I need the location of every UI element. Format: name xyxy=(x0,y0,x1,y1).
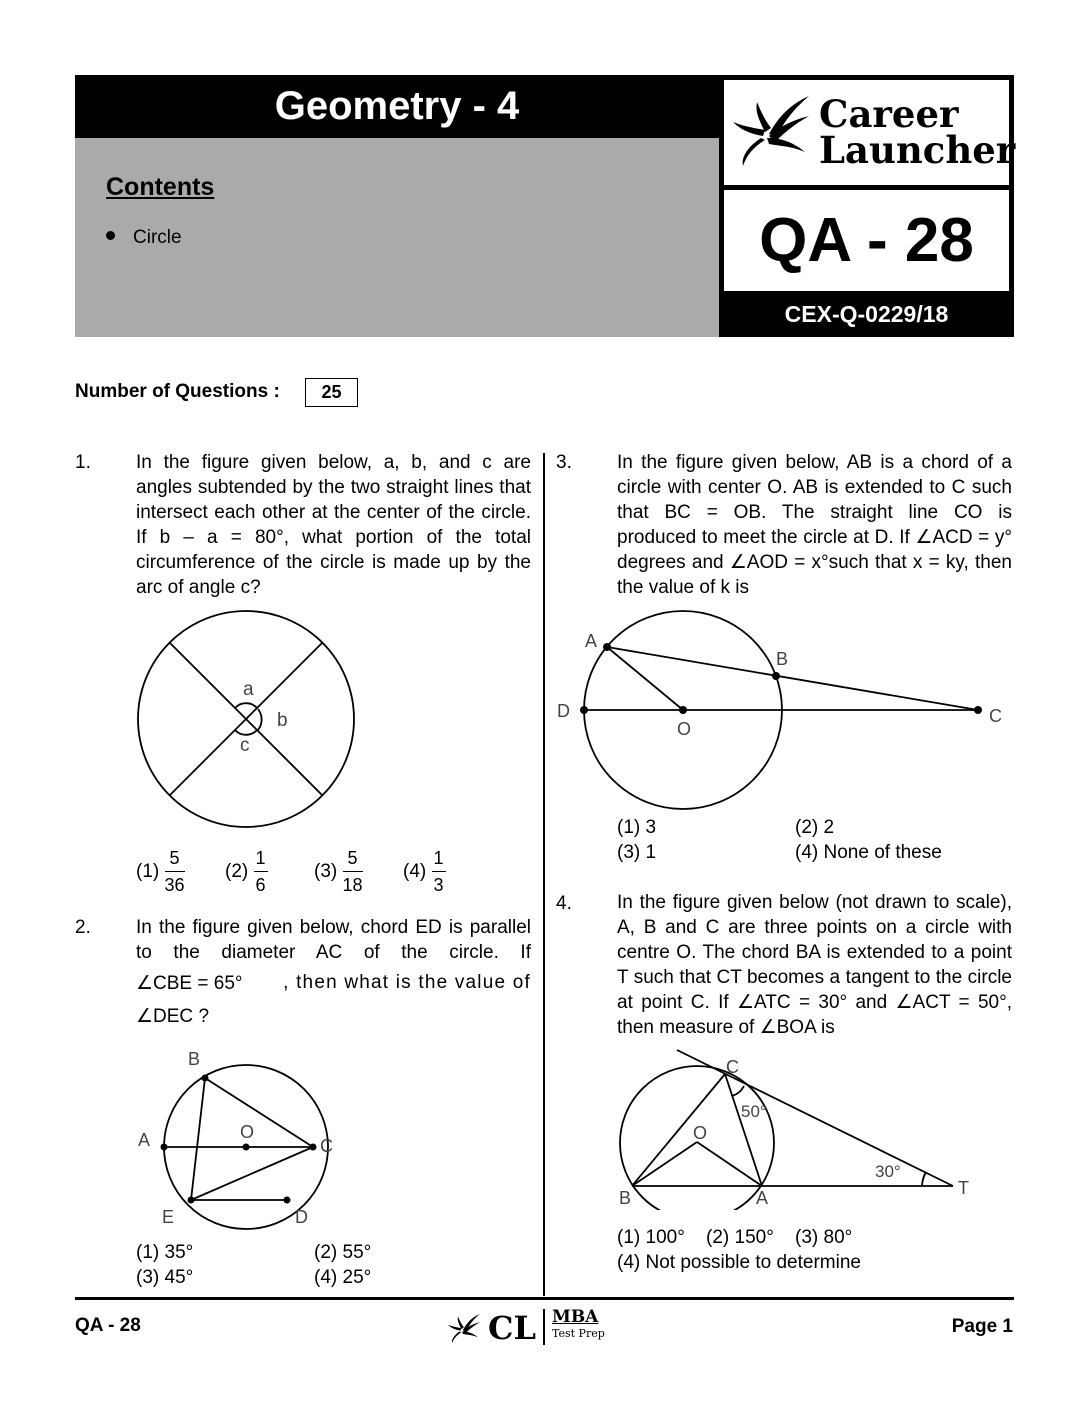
question-4-label-b: B xyxy=(619,1188,632,1208)
question-4-label-a: A xyxy=(756,1188,769,1208)
footer-logo xyxy=(442,1307,612,1349)
option-numerator: 5 xyxy=(165,848,185,872)
option-denominator: 18 xyxy=(342,875,363,895)
question-4-option-1: (1) 100° xyxy=(617,1227,685,1248)
question-3-text: In the figure given below, AB is a chord of a circle with center O. AB is extended to C such that BC = OB. The straight line CO is produced to meet the circle at D. If ∠ACD = y° degrees and ∠AOD = x°such that x = ky, then the value of k is xyxy=(617,452,1012,598)
question-1-option-4 xyxy=(403,848,446,896)
option-denominator: 36 xyxy=(164,875,185,895)
footer-logo-divider xyxy=(543,1309,545,1345)
option-denominator: 6 xyxy=(255,875,266,895)
question-3-option-3: (3) 1 xyxy=(617,842,657,863)
question-4-label-t: T xyxy=(958,1178,969,1198)
question-3-label-a: A xyxy=(585,631,598,651)
question-4-angle-atc: 30° xyxy=(875,1162,901,1181)
option-numerator: 1 xyxy=(254,848,268,872)
option-numerator: 5 xyxy=(343,848,363,872)
question-2-option-3: (3) 45° xyxy=(136,1267,194,1288)
question-3-option-2: (2) 2 xyxy=(795,817,835,838)
option-label: (1) xyxy=(136,861,160,883)
question-1-figure xyxy=(130,605,362,835)
option-label: (4) xyxy=(403,861,427,883)
question-3-label-c: C xyxy=(989,706,1002,726)
question-2-figure xyxy=(130,1045,350,1235)
question-4-figure xyxy=(610,1045,990,1210)
question-2-label-c: C xyxy=(320,1136,333,1156)
question-1-option-2 xyxy=(225,848,268,896)
question-2-label-b: B xyxy=(188,1049,201,1069)
brand-name-line1: Career xyxy=(819,92,959,136)
question-2-label-e: E xyxy=(162,1207,175,1227)
option-denominator: 3 xyxy=(433,875,444,895)
question-2-text-line1: In the figure given below, chord ED is parallel to the diameter AC of the circle. If xyxy=(136,917,531,963)
bullet-icon xyxy=(106,231,115,240)
question-4-angle-acp: 50° xyxy=(741,1102,767,1121)
brand-name-line2: Launcher xyxy=(819,128,1016,172)
footer-logo-mba: MBA xyxy=(552,1307,599,1327)
column-divider xyxy=(543,453,545,1296)
paper-code: QA - 28 xyxy=(724,190,1009,291)
question-2-label-a: A xyxy=(138,1130,151,1150)
question-2-text-tail: , then what is the value of xyxy=(283,972,531,993)
cl-swirl-icon xyxy=(442,1313,484,1345)
footer-page-number: Page 1 xyxy=(951,1316,1013,1337)
career-launcher-swirl-icon xyxy=(729,94,809,170)
question-2-option-1: (1) 35° xyxy=(136,1242,194,1263)
page-title: Geometry - 4 xyxy=(75,75,719,138)
question-2-target-angle: ∠DEC xyxy=(136,1006,194,1027)
questions-count-box: 25 xyxy=(305,378,358,407)
question-4-option-4: (4) Not possible to determine xyxy=(617,1252,861,1273)
questions-count-label: Number of Questions : xyxy=(75,381,280,402)
question-2-label-d: D xyxy=(295,1207,308,1227)
question-4-number: 4. xyxy=(556,893,572,914)
question-1-number: 1. xyxy=(75,452,91,473)
footer-logo-text: CL xyxy=(488,1309,536,1347)
question-4-label-c: C xyxy=(726,1057,739,1077)
question-3-option-4: (4) None of these xyxy=(795,842,942,863)
question-3-number: 3. xyxy=(556,452,572,473)
question-2-option-4: (4) 25° xyxy=(314,1267,372,1288)
question-3-label-o: O xyxy=(677,719,692,739)
question-1-text: In the figure given below, a, b, and c are angles subtended by the two straight lines that intersect each other at the center of the circle. If b – a = 80°, what portion of the total circumference of the circle is made up by the arc of angle c? xyxy=(136,452,531,598)
footer-logo-testprep: Test Prep xyxy=(552,1327,605,1340)
question-3-label-b: B xyxy=(776,649,789,669)
footer-paper-code: QA - 28 xyxy=(75,1315,141,1336)
contents-item xyxy=(106,227,182,249)
contents-item-label: Circle xyxy=(133,227,182,248)
question-1-label-a: a xyxy=(243,679,254,700)
question-1-label-b: b xyxy=(277,710,288,731)
question-3-label-d: D xyxy=(557,701,570,721)
question-2-label-o: O xyxy=(240,1122,255,1142)
question-4-option-2: (2) 150° xyxy=(706,1227,774,1248)
question-2-text-line4 xyxy=(136,1005,209,1028)
question-3-figure xyxy=(550,605,1010,815)
brand-logo xyxy=(724,80,1016,185)
question-2-option-2: (2) 55° xyxy=(314,1242,372,1263)
question-1-option-1 xyxy=(136,848,185,896)
question-4-option-3: (3) 80° xyxy=(795,1227,853,1248)
question-4-text: In the figure given below (not drawn to scale), A, B and C are three points on a circle with centre O. The chord BA is extended to a point T such that CT becomes a tangent to the circle at point C. If ∠ATC = 30° and ∠ACT = 50°, then measure of ∠BOA is xyxy=(617,892,1012,1038)
question-2-angle-expression: ∠CBE = 65° xyxy=(136,973,243,994)
question-2-text-line3 xyxy=(136,972,531,995)
question-2-number: 2. xyxy=(75,917,91,938)
contents-heading: Contents xyxy=(106,173,215,201)
option-label: (3) xyxy=(314,861,338,883)
question-2-question-mark: ? xyxy=(198,1006,210,1027)
question-1-label-c: c xyxy=(240,735,250,756)
reference-code: CEX-Q-0229/18 xyxy=(784,301,949,327)
question-3-option-1: (1) 3 xyxy=(617,817,657,838)
option-numerator: 1 xyxy=(432,848,446,872)
option-label: (2) xyxy=(225,861,249,883)
question-1-option-3 xyxy=(314,848,363,896)
footer-rule xyxy=(75,1297,1014,1300)
question-4-label-o: O xyxy=(693,1123,708,1143)
